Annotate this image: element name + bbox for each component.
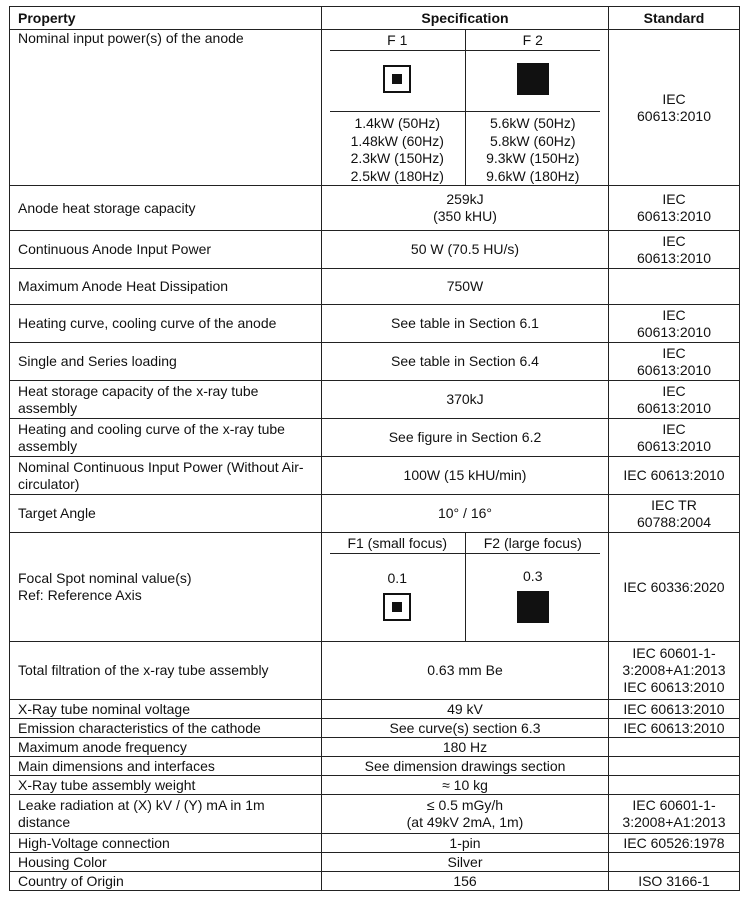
nominal-power-standard: IEC 60613:2010	[609, 30, 740, 186]
table-row: Maximum Anode Heat Dissipation 750W	[10, 269, 740, 305]
table-row: Nominal Continuous Input Power (Without Air-circulator) 100W (15 kHU/min) IEC 60613:2010	[10, 457, 740, 495]
table-row: Main dimensions and interfaces See dimension drawings section	[10, 757, 740, 776]
table-row: Emission characteristics of the cathode See curve(s) section 6.3 IEC 60613:2010	[10, 719, 740, 738]
nominal-power-label: Nominal input power(s) of the anode	[10, 30, 322, 186]
nominal-power-subtable	[330, 30, 600, 185]
table-row: Total filtration of the x-ray tube assembly 0.63 mm Be IEC 60601-1- 3:2008+A1:2013 IEC 60613:2010	[10, 642, 740, 700]
header-specification: Specification	[322, 7, 609, 30]
header-property: Property	[10, 7, 322, 30]
nominal-power-spec	[322, 30, 609, 186]
table-row: Housing Color Silver	[10, 853, 740, 872]
focal-spot-subtable	[330, 533, 600, 641]
header-row	[10, 7, 740, 30]
f2-values: 5.6kW (50Hz) 5.8kW (60Hz) 9.3kW (150Hz) 9.6kW (180Hz)	[465, 112, 600, 186]
table-row: Heating and cooling curve of the x-ray tube assembly See figure in Section 6.2 IEC 60613:2010	[10, 419, 740, 457]
focal-f2-value: 0.3	[523, 568, 543, 584]
table-row: Anode heat storage capacity 259kJ (350 kHU) IEC 60613:2010	[10, 186, 740, 231]
table-row: Leake radiation at (X) kV / (Y) mA in 1m distance ≤ 0.5 mGy/h (at 49kV 2mA, 1m) IEC 60601-1- 3:2008+A1:2013	[10, 795, 740, 834]
spec-table	[9, 6, 740, 891]
table-row: X-Ray tube assembly weight ≈ 10 kg	[10, 776, 740, 795]
f1-values: 1.4kW (50Hz) 1.48kW (60Hz) 2.3kW (150Hz) 2.5kW (180Hz)	[330, 112, 465, 186]
table-row: Target Angle 10° / 16° IEC TR 60788:2004	[10, 495, 740, 533]
table-row: X-Ray tube nominal voltage 49 kV IEC 60613:2010	[10, 700, 740, 719]
small-focus-symbol-icon	[383, 65, 411, 93]
table-row: Single and Series loading See table in Section 6.4 IEC 60613:2010	[10, 343, 740, 381]
f2-label: F 2	[465, 30, 600, 51]
header-standard: Standard	[609, 7, 740, 30]
table-row: Heating curve, cooling curve of the anode See table in Section 6.1 IEC 60613:2010	[10, 305, 740, 343]
focal-spot-label: Focal Spot nominal value(s) Ref: Reference Axis	[10, 533, 322, 642]
row-nominal-power	[10, 30, 740, 186]
table-row: Continuous Anode Input Power 50 W (70.5 HU/s) IEC 60613:2010	[10, 231, 740, 269]
focal-f1-value: 0.1	[387, 570, 407, 586]
large-focus-symbol-icon	[517, 63, 549, 95]
small-focus-symbol-icon	[383, 593, 411, 621]
table-row: Heat storage capacity of the x-ray tube assembly 370kJ IEC 60613:2010	[10, 381, 740, 419]
large-focus-symbol-icon	[517, 591, 549, 623]
table-row: High-Voltage connection 1-pin IEC 60526:1978	[10, 834, 740, 853]
table-row: Country of Origin 156 ISO 3166-1	[10, 872, 740, 891]
focal-f1-label: F1 (small focus)	[330, 533, 465, 554]
table-row: Maximum anode frequency 180 Hz	[10, 738, 740, 757]
focal-spot-standard: IEC 60336:2020	[609, 533, 740, 642]
focal-f2-label: F2 (large focus)	[465, 533, 600, 554]
focal-spot-spec	[322, 533, 609, 642]
row-focal-spot	[10, 533, 740, 642]
f1-label: F 1	[330, 30, 465, 51]
